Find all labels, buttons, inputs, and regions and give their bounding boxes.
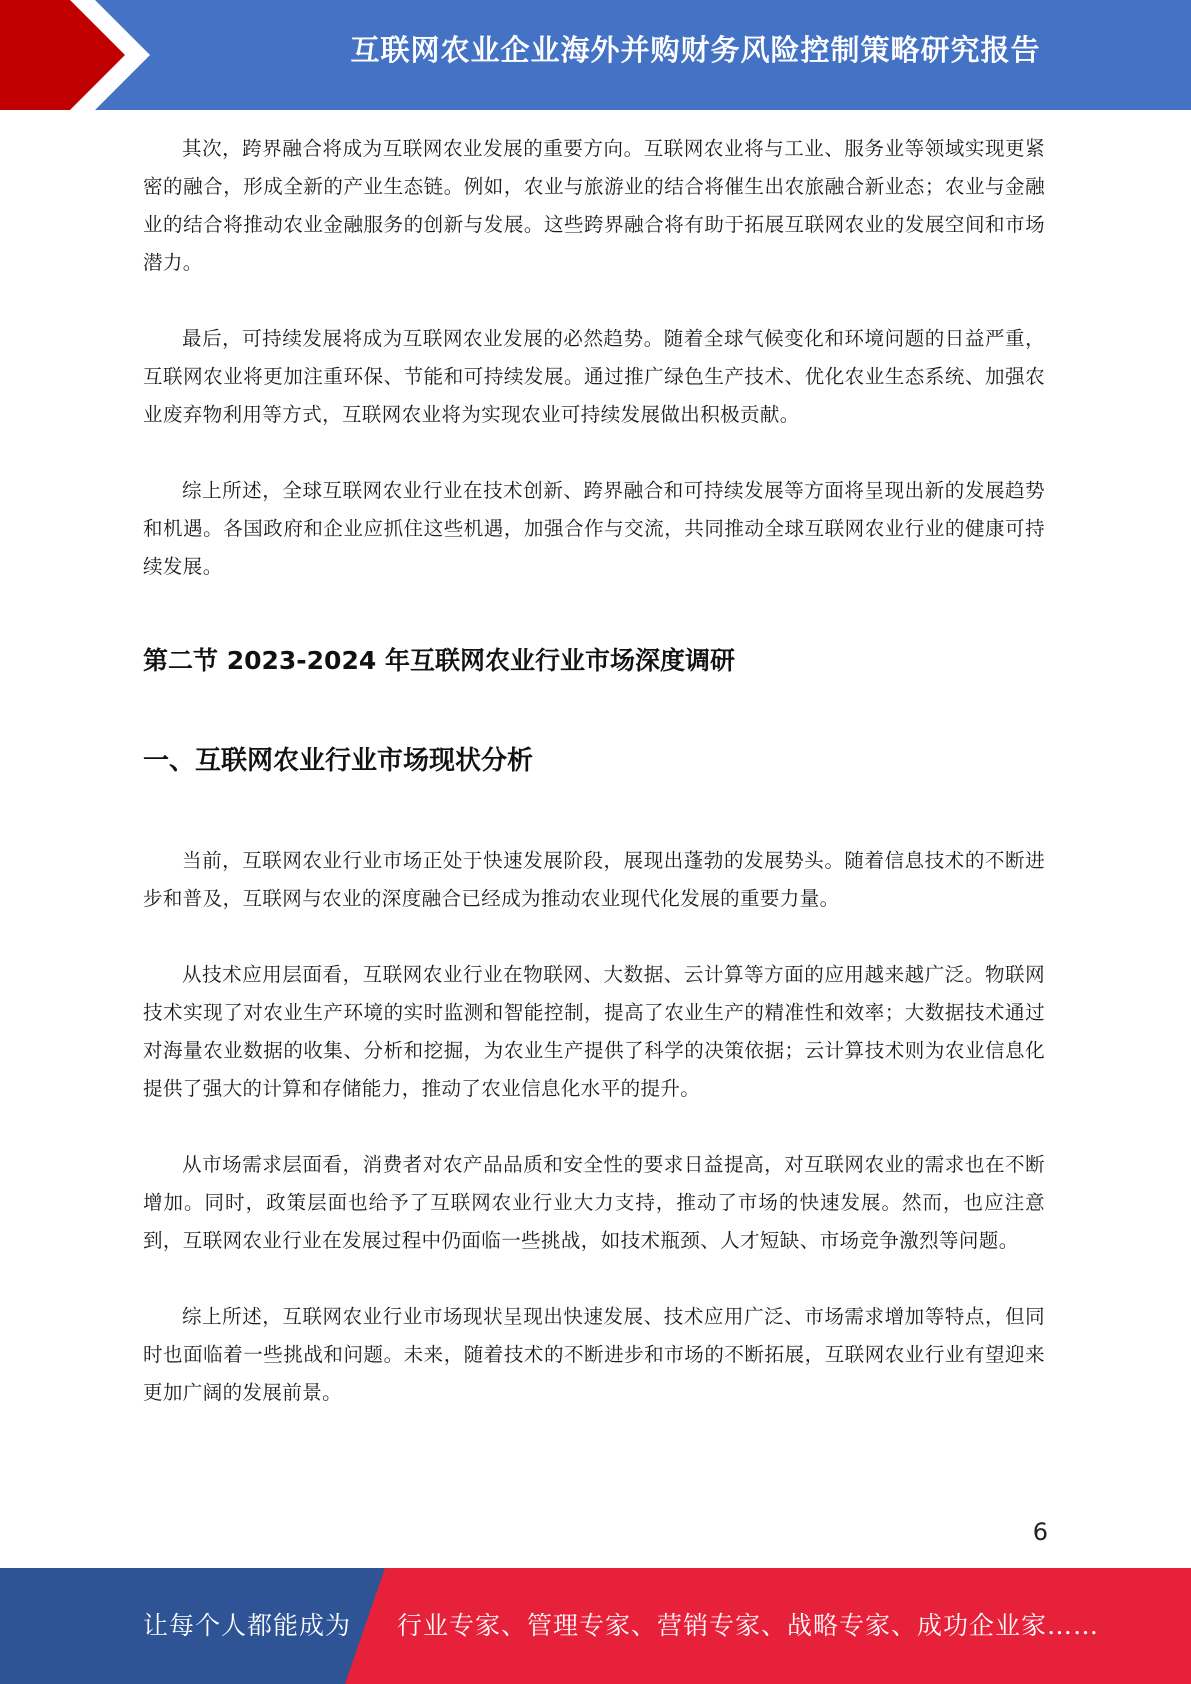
paragraph: 从技术应用层面看，互联网农业行业在物联网、大数据、云计算等方面的应用越来越广泛。物联网技术实现了对农业生产环境的实时监测和智能控制，提高了农业生产的精准性和效率；大数据技术通过对海量农业数据的收集、分析和挖掘，为农业生产提供了科学的决策依据；云计算技术则为农业信息化提供了强大的计算和存储能力，推动了农业信息化水平的提升。 [143, 963, 1045, 1100]
subsection-title: 一、互联网农业行业市场现状分析 [143, 746, 534, 776]
section-title: 第二节 2023-2024 年互联网农业行业市场深度调研 [143, 646, 735, 675]
paragraph: 从市场需求层面看，消费者对农产品品质和安全性的要求日益提高，对互联网农业的需求也在不断增加。同时，政策层面也给予了互联网农业行业大力支持，推动了市场的快速发展。然而，也应注意到，互联网农业行业在发展过程中仍面临一些挑战，如技术瓶颈、人才短缺、市场竞争激烈等问题。 [143, 1153, 1045, 1252]
report-title: 互联网农业企业海外并购财务风险控制策略研究报告 [350, 33, 1041, 67]
paragraph: 综上所述，全球互联网农业行业在技术创新、跨界融合和可持续发展等方面将呈现出新的发展趋势和机遇。各国政府和企业应抓住这些机遇，加强合作与交流，共同推动全球互联网农业行业的健康可持续发展。 [143, 479, 1045, 578]
paragraph: 最后，可持续发展将成为互联网农业发展的必然趋势。随着全球气候变化和环境问题的日益严重，互联网农业将更加注重环保、节能和可持续发展。通过推广绿色生产技术、优化农业生态系统、加强农业废弃物利用等方式，互联网农业将为实现农业可持续发展做出积极贡献。 [143, 327, 1045, 426]
page-number: 6 [1032, 1518, 1048, 1546]
page-content [143, 130, 1045, 1412]
header-chevron-decoration [0, 0, 160, 110]
paragraph: 综上所述，互联网农业行业市场现状呈现出快速发展、技术应用广泛、市场需求增加等特点，但同时也面临着一些挑战和问题。未来，随着技术的不断进步和市场的不断拓展，互联网农业行业有望迎来更加广阔的发展前景。 [143, 1305, 1045, 1404]
footer-slogan-left: 让每个人都能成为 [143, 1611, 352, 1640]
paragraph: 当前，互联网农业行业市场正处于快速发展阶段，展现出蓬勃的发展势头。随着信息技术的不断进步和普及，互联网与农业的深度融合已经成为推动农业现代化发展的重要力量。 [143, 849, 1045, 910]
footer-banner [0, 1568, 1191, 1684]
paragraph: 其次，跨界融合将成为互联网农业发展的重要方向。互联网农业将与工业、服务业等领域实现更紧密的融合，形成全新的产业生态链。例如，农业与旅游业的结合将催生出农旅融合新业态；农业与金融业的结合将推动农业金融服务的创新与发展。这些跨界融合将有助于拓展互联网农业的发展空间和市场潜力。 [143, 137, 1045, 274]
header-bar [0, 0, 1191, 110]
footer-slogan-right: 行业专家、管理专家、营销专家、战略专家、成功企业家…… [397, 1611, 1100, 1640]
